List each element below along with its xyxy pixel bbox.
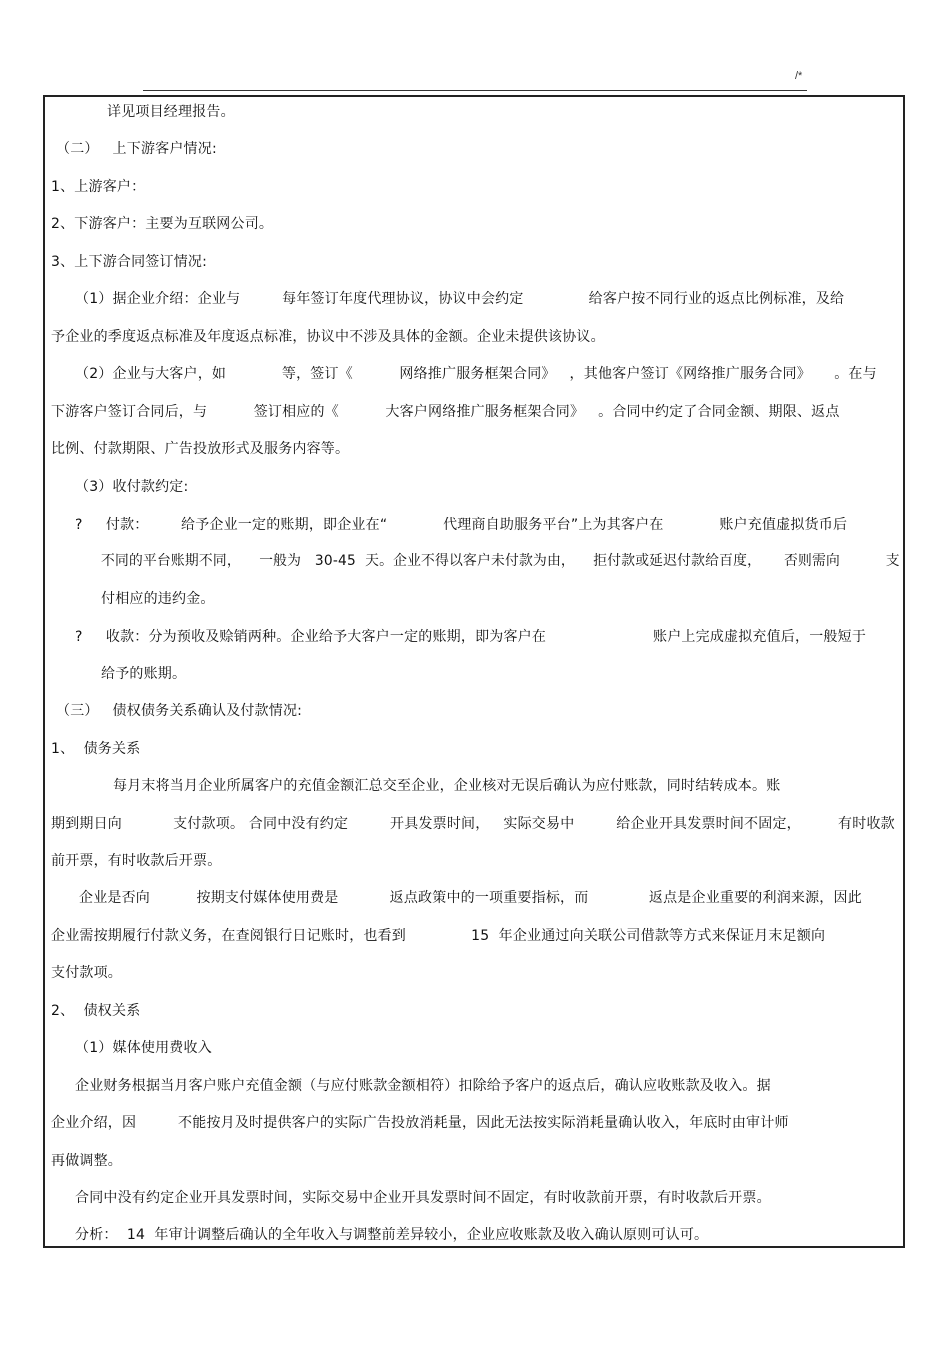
- text-line: 前开票，有时收款后开票。: [51, 853, 222, 869]
- header-mark: /*: [795, 70, 803, 82]
- text-line: 详见项目经理报告。: [107, 104, 235, 120]
- text-line: 每月末将当月企业所属客户的充值金额汇总交至企业，企业核对无误后确认为应付账款，同时结转成本。账: [113, 778, 781, 794]
- text-line: 1、上游客户：: [51, 179, 146, 195]
- text-line: 企业财务根据当月客户账户充值金额（与应付账款金额相符）扣除给予客户的返点后，确认应收账款及收入。据: [75, 1078, 771, 1094]
- text-line: 3、上下游合同签订情况:: [51, 254, 208, 270]
- text-line: 期到期日向 支付款项。 合同中没有约定 开具发票时间， 实际交易中 给企业开具发票时间不固定， 有时收款: [51, 816, 895, 832]
- text-line: 再做调整。: [51, 1153, 122, 1169]
- bullet-item: ? 付款： 给予企业一定的账期，即企业在“ 代理商自助服务平台”上为其客户在 账户充值虚拟货币后: [75, 517, 848, 533]
- text-line: 企业是否向 按期支付媒体使用费是 返点政策中的一项重要指标，而 返点是企业重要的利润来源，因此: [79, 890, 862, 906]
- header-rule: [143, 90, 807, 91]
- text-line: 1、 债务关系: [51, 741, 141, 757]
- text-line: （3）收付款约定:: [75, 479, 189, 495]
- bullet-item: ? 收款：分为预收及赊销两种。企业给予大客户一定的账期，即为客户在 账户上完成虚拟充值后，一般短于: [75, 629, 867, 645]
- text-line: 给予的账期。: [101, 666, 187, 682]
- text-line: 分析： 14 年审计调整后确认的全年收入与调整前差异较小，企业应收账款及收入确认原则可认可。: [75, 1227, 709, 1243]
- text-line: （2）企业与大客户，如 等，签订《 网络推广服务框架合同》 ，其他客户签订《网络推广服务合同》 。在与: [75, 366, 877, 382]
- section-heading: （二） 上下游客户情况:: [56, 141, 217, 157]
- text-line: （1）据企业介绍：企业与 每年签订年度代理协议，协议中会约定 给客户按不同行业的返点比例标准，及给: [75, 291, 845, 307]
- text-line: （1）媒体使用费收入: [75, 1040, 212, 1056]
- text-line: 予企业的季度返点标准及年度返点标准，协议中不涉及具体的金额。企业未提供该协议。: [51, 329, 605, 345]
- text-line: 企业介绍，因 不能按月及时提供客户的实际广告投放消耗量，因此无法按实际消耗量确认收入，年底时由审计师: [51, 1115, 789, 1131]
- text-line: 不同的平台账期不同， 一般为 30-45 天。企业不得以客户未付款为由， 拒付款或延迟付款给百度， 否则需向 支: [101, 553, 900, 569]
- text-line: 合同中没有约定企业开具发票时间，实际交易中企业开具发票时间不固定，有时收款前开票，有时收款后开票。: [75, 1190, 771, 1206]
- text-line: 支付款项。: [51, 965, 122, 981]
- text-line: 下游客户签订合同后，与 签订相应的《 大客户网络推广服务框架合同》 。合同中约定了合同金额、期限、返点: [51, 404, 840, 420]
- text-line: 比例、付款期限、广告投放形式及服务内容等。: [51, 441, 350, 457]
- text-line: 2、下游客户：主要为互联网公司。: [51, 216, 274, 232]
- text-line: 付相应的违约金。: [101, 591, 215, 607]
- text-line: 2、 债权关系: [51, 1003, 141, 1019]
- text-line: 企业需按期履行付款义务，在查阅银行日记账时，也看到 15 年企业通过向关联公司借款等方式来保证月末足额向: [51, 928, 826, 944]
- section-heading: （三） 债权债务关系确认及付款情况:: [56, 703, 303, 719]
